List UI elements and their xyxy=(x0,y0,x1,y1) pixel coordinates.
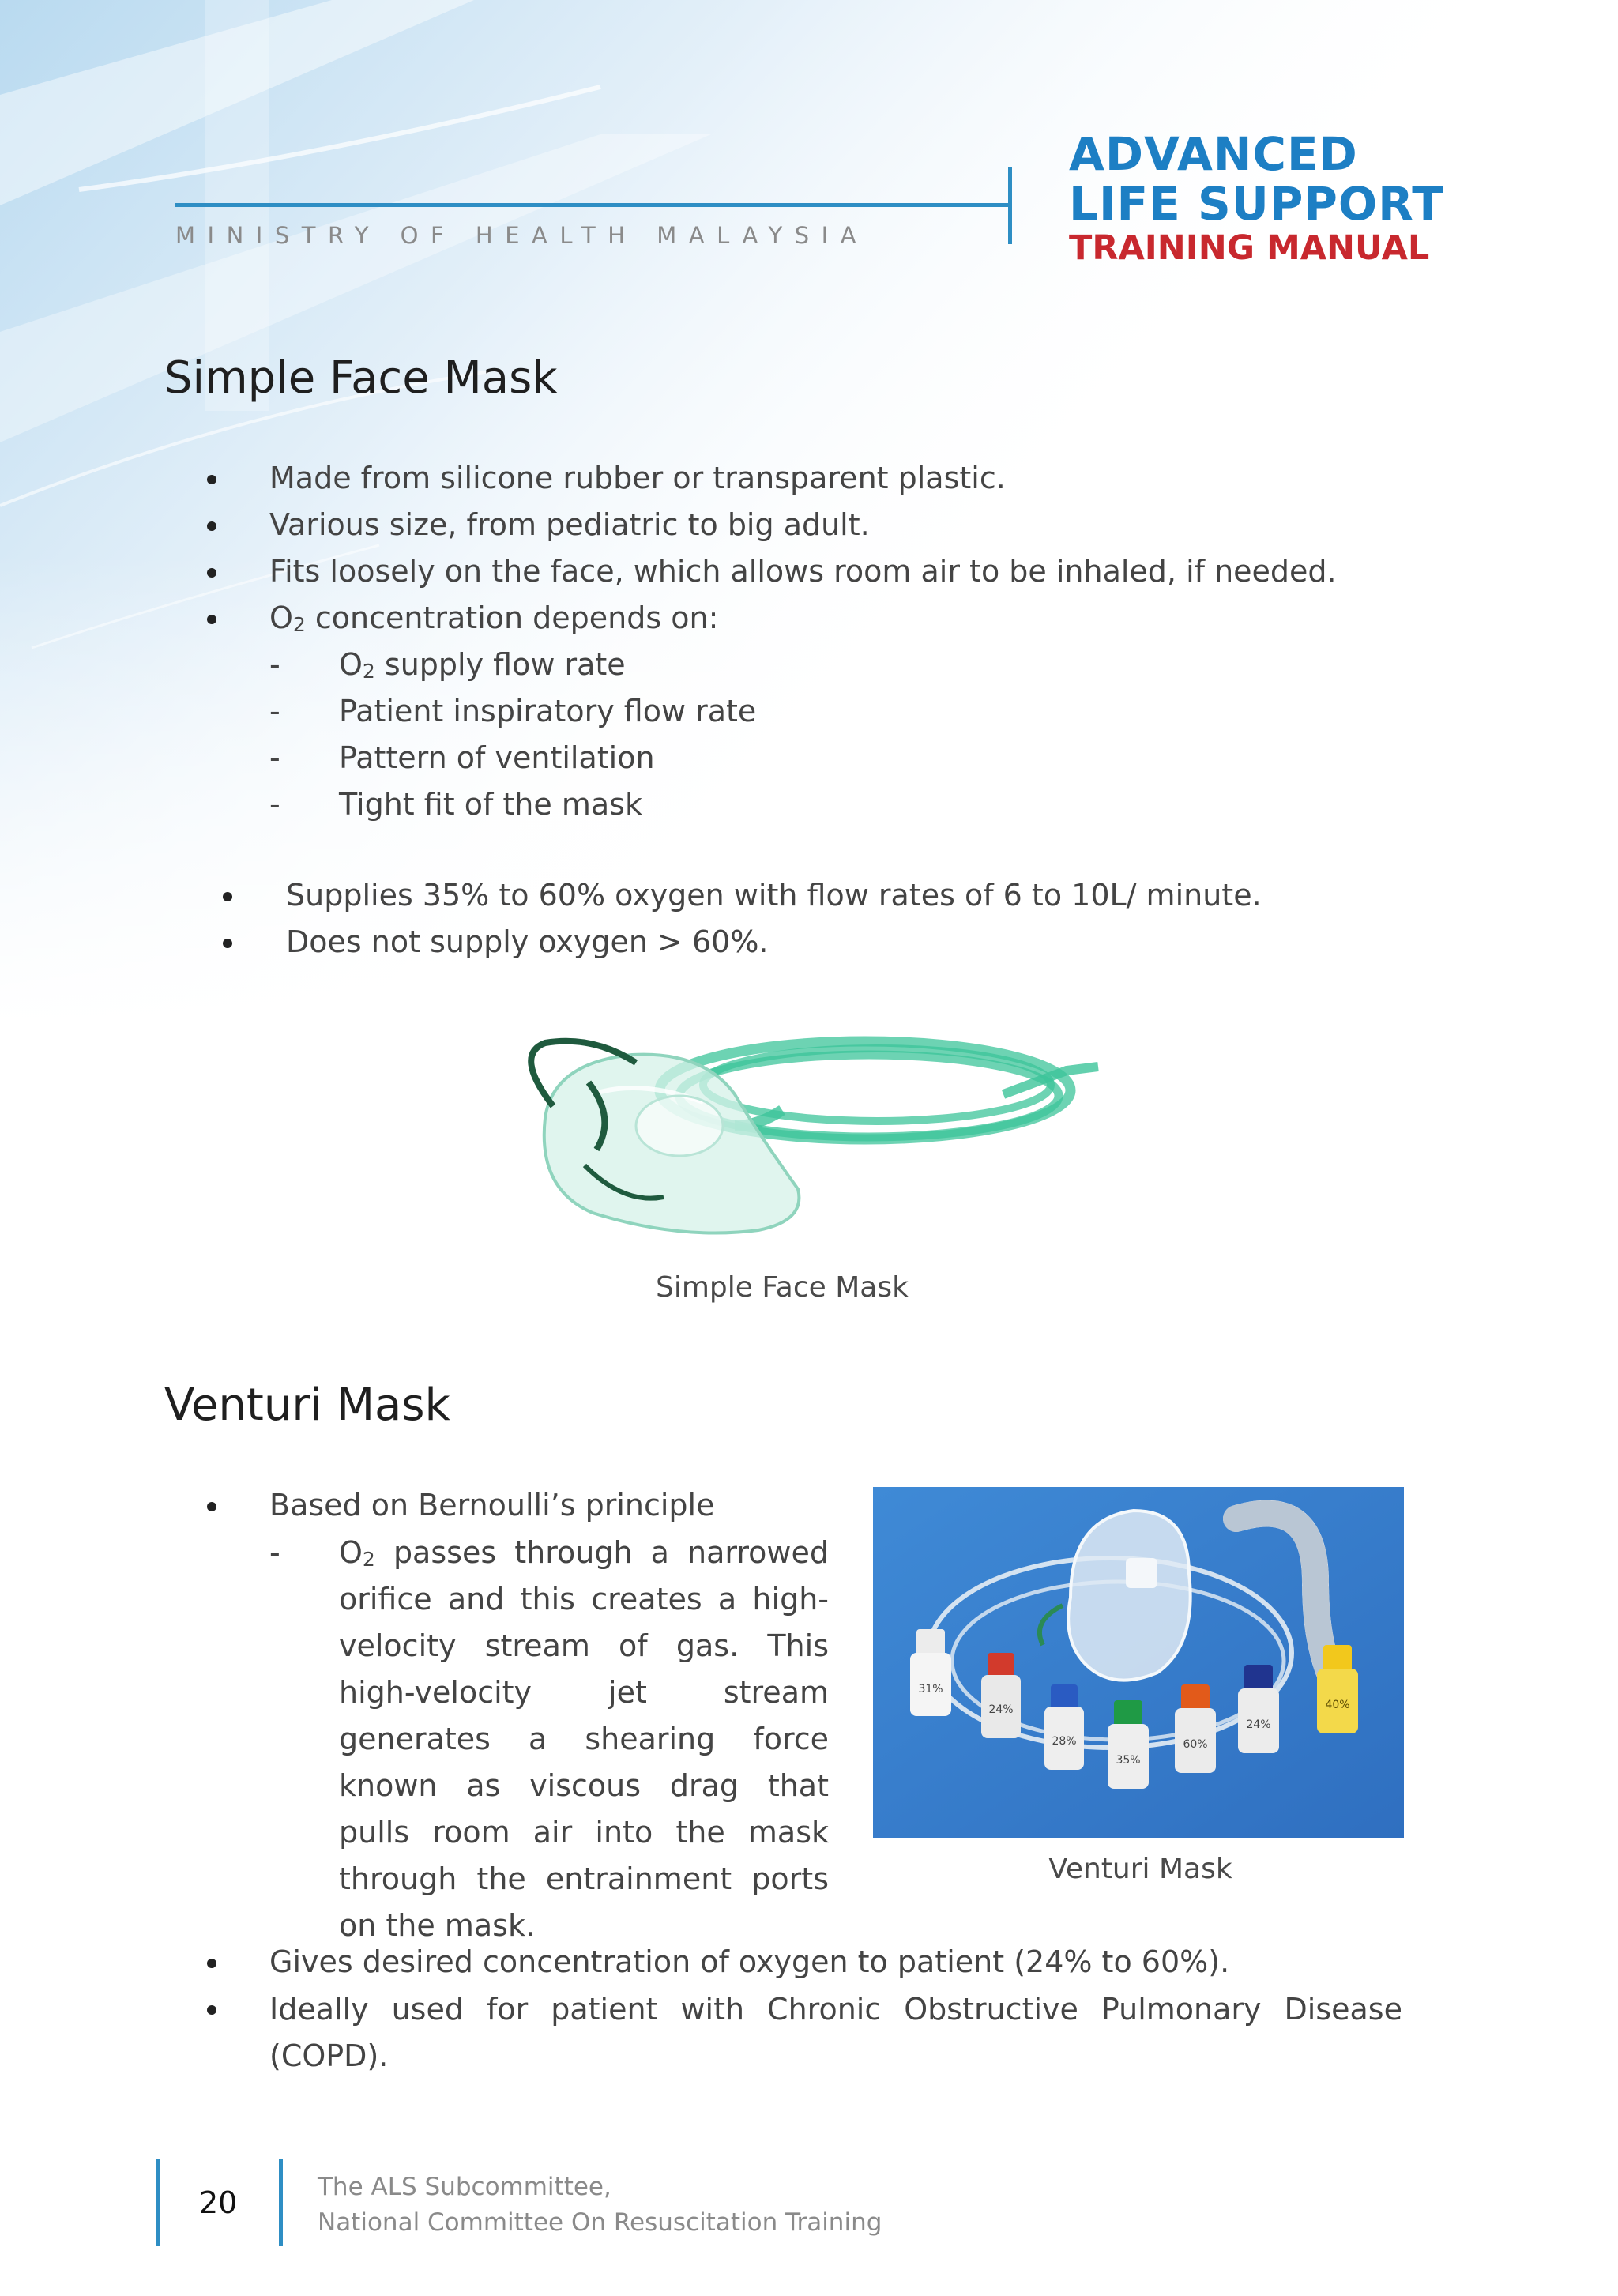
logo-line-2: LIFE SUPPORT xyxy=(1069,177,1444,231)
page-number: 20 xyxy=(199,2185,238,2220)
list-item: - $O_2$ supply flow rate xyxy=(269,647,626,683)
simple-mask-caption: Simple Face Mask xyxy=(656,1271,909,1304)
list-item: Based on Bernoulli’s principle xyxy=(269,1483,715,1530)
header-rule xyxy=(175,203,1009,207)
list-item: Made from silicone rubber or transparent plastic. xyxy=(269,456,1337,502)
list-item: $O_2$ concentration depends on: xyxy=(269,596,1337,642)
svg-text:31%: 31% xyxy=(918,1683,943,1696)
venturi-bullets-2 xyxy=(269,1940,1402,2080)
footer-rule-left xyxy=(156,2159,160,2246)
venturi-mask-caption: Venturi Mask xyxy=(1048,1853,1232,1885)
footer-credit xyxy=(318,2170,882,2241)
logo-line-3: TRAINING MANUAL xyxy=(1069,228,1430,268)
simple-mask-title: Simple Face Mask xyxy=(164,352,558,404)
ministry-label: MINISTRY OF HEALTH MALAYSIA xyxy=(175,222,869,249)
svg-text:24%: 24% xyxy=(988,1703,1014,1716)
simple-face-mask-image xyxy=(498,1007,1114,1260)
svg-text:28%: 28% xyxy=(1052,1735,1077,1748)
simple-mask-dash-list xyxy=(269,642,757,829)
venturi-dash-paragraph: - $O_2$ passes through a narrowed orifice and this creates a high-velocity stream of gas. This high-velocity jet stream generates a shearing force known as viscous drag that pulls room air into the mask through the entrainment ports on the mask. xyxy=(269,1535,829,1943)
als-logo xyxy=(1069,127,1444,268)
footer-line-2: National Committee On Resuscitation Training xyxy=(318,2208,882,2237)
list-item: Does not supply oxygen > 60%. xyxy=(286,920,1262,966)
list-item: Gives desired concentration of oxygen to patient (24% to 60%). xyxy=(269,1940,1402,1986)
list-item: Fits loosely on the face, which allows room air to be inhaled, if needed. xyxy=(269,549,1337,596)
footer-rule-right xyxy=(279,2159,283,2246)
list-item: Various size, from pediatric to big adult. xyxy=(269,502,1337,549)
venturi-mask-title: Venturi Mask xyxy=(164,1379,450,1431)
venturi-mask-image xyxy=(873,1487,1404,1838)
list-item: - Pattern of ventilation xyxy=(269,740,655,775)
svg-text:35%: 35% xyxy=(1116,1754,1141,1767)
svg-text:24%: 24% xyxy=(1246,1718,1271,1731)
logo-line-1: ADVANCED xyxy=(1069,127,1358,181)
simple-mask-bullets-2 xyxy=(286,873,1262,966)
venturi-bullet-1 xyxy=(269,1483,715,1530)
list-item: - Tight fit of the mask xyxy=(269,787,642,822)
footer-line-1: The ALS Subcommittee, xyxy=(318,2173,611,2201)
svg-text:40%: 40% xyxy=(1325,1699,1350,1711)
header-rule-tick xyxy=(1008,167,1012,244)
list-item: Supplies 35% to 60% oxygen with flow rates of 6 to 10L/ minute. xyxy=(286,873,1262,920)
list-item: - Patient inspiratory flow rate xyxy=(269,694,757,728)
svg-text:60%: 60% xyxy=(1183,1738,1208,1751)
list-item: Ideally used for patient with Chronic Obstructive Pulmonary Disease (COPD). xyxy=(269,1986,1402,2080)
simple-mask-bullets xyxy=(269,456,1337,642)
